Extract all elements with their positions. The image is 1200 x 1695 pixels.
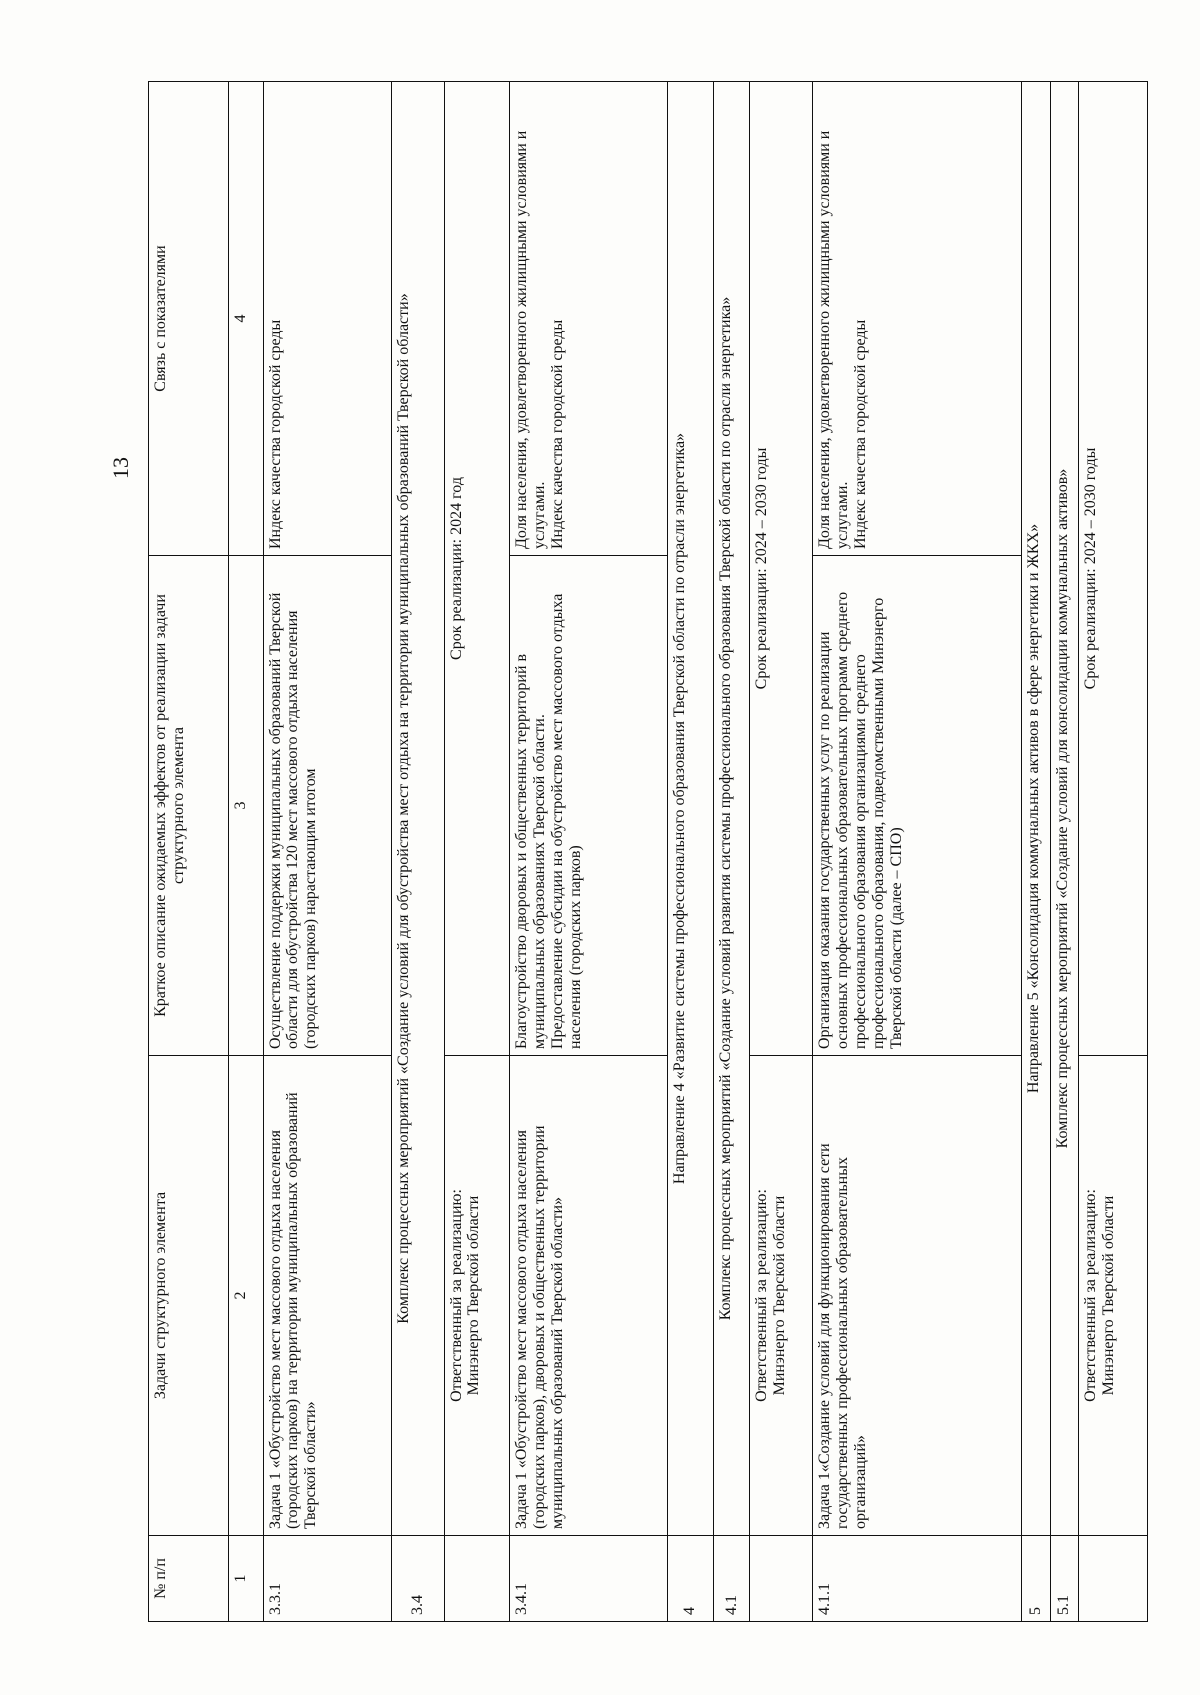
page-number: 13	[108, 457, 133, 479]
col-number-2: 2	[229, 1056, 263, 1536]
table-row-3-4-responsible	[444, 82, 509, 1622]
responsible-org: Минэнерго Тверской области	[1100, 1195, 1118, 1396]
table-row-4-1	[713, 82, 750, 1622]
section-title: Комплекс процессных мероприятий «Создание условий для обустройства мест отдыха на территории муниципальных образований Тверской области»	[391, 82, 444, 1536]
table-row-4-1-1	[813, 82, 1022, 1622]
table-row-5-1	[1050, 82, 1079, 1622]
row-link-part-2: Индекс качества городской среды	[852, 319, 870, 549]
header-num: № п/п	[149, 1536, 229, 1622]
row-task: Задача 1 «Обустройство мест массового отдыха населения (городских парков), дворовых и общественных территории муниципальных образований Тверской области»	[509, 1056, 667, 1536]
table-row-3-3-1	[263, 82, 391, 1622]
row-number: 5	[1021, 1536, 1050, 1622]
implementation-term: Срок реализации: 2024 – 2030 годы	[1079, 82, 1148, 1056]
row-number: 3.3.1	[263, 1536, 391, 1622]
col-number-4: 4	[229, 82, 263, 556]
row-number: 3.4.1	[509, 1536, 667, 1622]
row-link	[813, 82, 1022, 556]
row-effect-part-2: Предоставление субсидии на обустройство мест массового отдыха населения (городских парков)	[548, 593, 584, 1049]
row-link-part-1: Доля населения, удовлетворенного жилищными условиями и услугами.	[816, 130, 852, 549]
section-title: Комплекс процессных мероприятий «Создание условий для консолидации коммунальных активов»	[1050, 82, 1079, 1536]
col-number-3: 3	[229, 556, 263, 1056]
implementation-term: Срок реализации: 2024 год	[444, 82, 509, 1056]
responsible-cell	[444, 1056, 509, 1536]
row-number-empty	[1079, 1536, 1148, 1622]
row-number: 5.1	[1050, 1536, 1079, 1622]
row-link-part-1: Доля населения, удовлетворенного жилищными условиями и услугами.	[512, 130, 548, 549]
responsible-label: Ответственный за реализацию:	[1082, 1189, 1100, 1402]
responsible-label: Ответственный за реализацию:	[447, 1189, 465, 1402]
header-effects: Краткое описание ожидаемых эффектов от реализации задачи структурного элемента	[149, 556, 229, 1056]
row-task: Задача 1«Создание условий для функционирования сети государственных профессиональных образовательных организаций»	[813, 1056, 1022, 1536]
section-title: Направление 4 «Развитие системы профессионального образования Тверской области по отрасли энергетика»	[667, 82, 713, 1536]
row-number: 4.1.1	[813, 1536, 1022, 1622]
row-number-empty	[750, 1536, 813, 1622]
responsible-cell	[750, 1056, 813, 1536]
table-row-4	[667, 82, 713, 1622]
row-number: 4.1	[713, 1536, 750, 1622]
table-row-4-1-responsible	[750, 82, 813, 1622]
table-row-3-4	[391, 82, 444, 1622]
responsible-cell	[1079, 1056, 1148, 1536]
row-number: 4	[667, 1536, 713, 1622]
table-row-5-1-responsible	[1079, 82, 1148, 1622]
row-number-empty	[444, 1536, 509, 1622]
row-number: 3.4	[391, 1536, 444, 1622]
row-effect	[509, 556, 667, 1056]
table-row-5	[1021, 82, 1050, 1622]
table-row-3-4-1	[509, 82, 667, 1622]
section-title: Направление 5 «Консолидация коммунальных активов в сфере энергетики и ЖКХ»	[1021, 82, 1050, 1536]
row-link-part-2: Индекс качества городской среды	[548, 319, 566, 549]
rotated-table-container	[148, 82, 1148, 1622]
column-numbering-row	[229, 82, 263, 1622]
row-effect-part-1: Благоустройство дворовых и общественных территорий в муниципальных образованиях Тверской области.	[512, 653, 548, 1049]
row-effect: Осуществление поддержки муниципальных образований Тверской области для обустройства 120 мест массового отдыха населения (городских парков) нарастающим итогом	[263, 556, 391, 1056]
responsible-org: Минэнерго Тверской области	[465, 1195, 483, 1396]
row-link: Индекс качества городской среды	[263, 82, 391, 556]
section-title: Комплекс процессных мероприятий «Создание условий развития системы профессионального образования Тверской области по отрасли энергетика»	[713, 82, 750, 1536]
structural-elements-table	[148, 81, 1148, 1622]
row-effect: Организация оказания государственных услуг по реализации основных профессиональных образовательных программ среднего профессионального образования организациями среднего профессионального образования, подведомственными Минэнерго Тверской области (далее – СПО)	[813, 556, 1022, 1056]
table-header-row	[149, 82, 229, 1622]
col-number-1: 1	[229, 1536, 263, 1622]
header-link: Связь с показателями	[149, 82, 229, 556]
implementation-term: Срок реализации: 2024 – 2030 годы	[750, 82, 813, 1056]
row-link	[509, 82, 667, 556]
responsible-label: Ответственный за реализацию:	[753, 1189, 771, 1402]
header-tasks: Задачи структурного элемента	[149, 1056, 229, 1536]
row-task: Задача 1 «Обустройство мест массового отдыха населения (городских парков) на территории муниципальных образований Тверской области»	[263, 1056, 391, 1536]
responsible-org: Минэнерго Тверской области	[771, 1195, 789, 1396]
